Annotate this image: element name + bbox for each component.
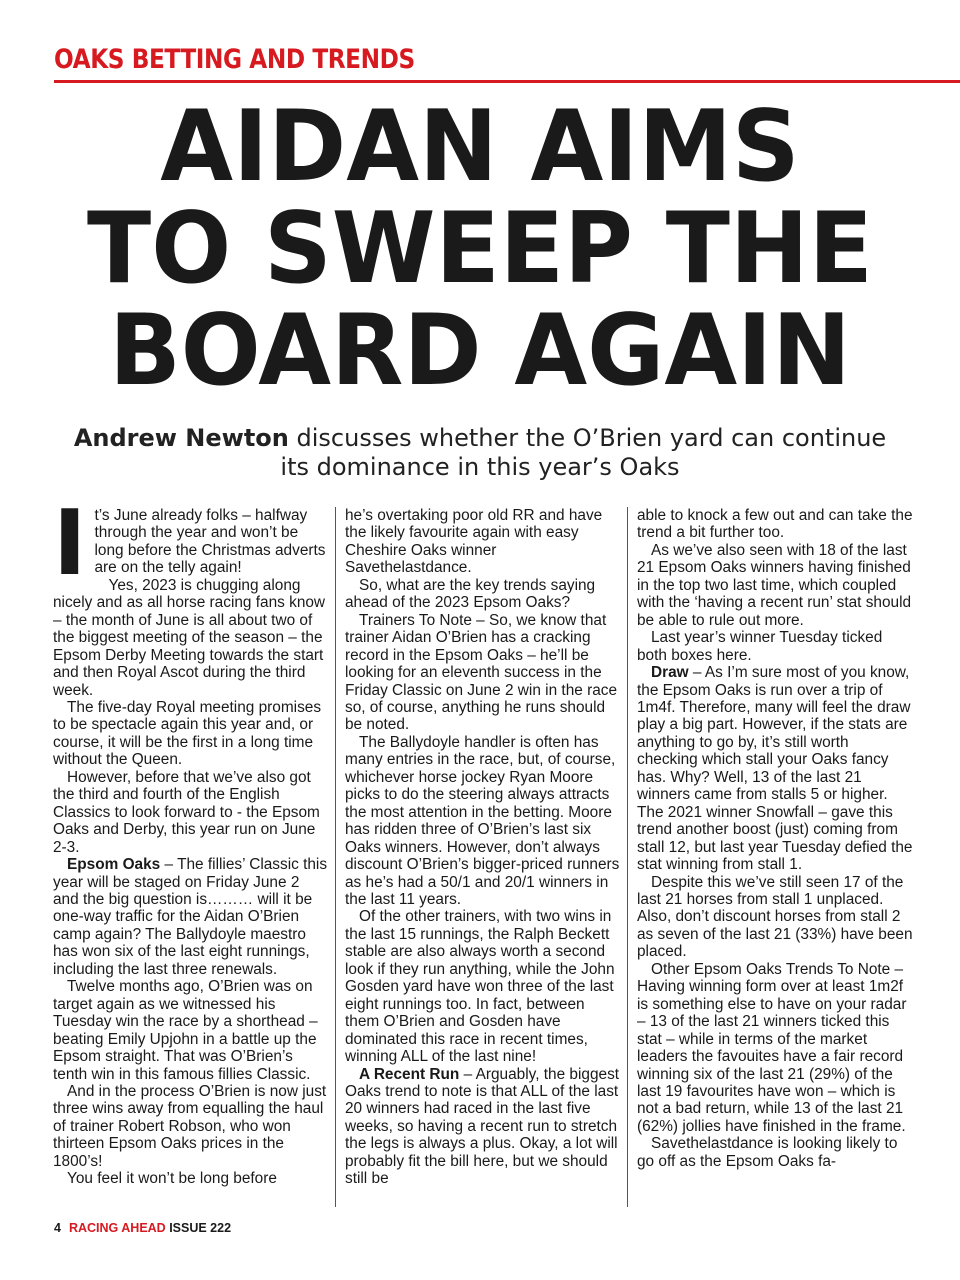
headline	[0, 90, 960, 408]
column-divider	[335, 507, 336, 1207]
paragraph: So, what are the key trends saying ahead of the 2023 Epsom Oaks?	[345, 576, 596, 612]
paragraph: And in the process O’Brien is now just three wins away from equalling the haul of trainer Robert Robson, who won thirteen Epsom Oaks prices in the 1800’s!	[53, 1082, 327, 1170]
paragraph: The Ballydoyle handler is often has many entries in the race, but, of course, whichever horse jockey Ryan Moore picks to do the steering always attracts the most attention in the betting. Moore has ridden three of O’Brien’s last six Oaks winners. However, don’t always discount O’Brien’s bigger-priced runners as he’s had a 50/1 and 20/1 winners in the last 11 years.	[345, 733, 620, 908]
paragraph: Trainers To Note – So, we know that trainer Aidan O’Brien has a cracking record in the Epsom Oaks – he’ll be looking for an eleventh success in the Friday Classic on June 2 win in the race so, of course, anything he runs should be noted.	[345, 611, 618, 734]
page-number: 4	[54, 1221, 61, 1235]
paragraph: Despite this we’ve still seen 17 of the last 21 horses from stall 1 unplaced. Also, don’t discount horses from stall 2 as seven of the last 21 (33%) have been placed.	[637, 873, 913, 961]
paragraph: Yes, 2023 is chugging along nicely and as all horse racing fans know – the month of June is all about two of the biggest meeting of the season – the Epsom Derby Meeting towards the start and then Royal Ascot during the third week.	[53, 576, 326, 699]
standfirst-text: discusses whether the O’Brien yard can continue its dominance in this year’s Oaks	[280, 424, 887, 481]
paragraph	[637, 664, 913, 873]
issue-number: ISSUE 222	[165, 1221, 232, 1235]
column-divider	[627, 507, 628, 1207]
article-column-1	[53, 507, 329, 1207]
paragraph: able to knock a few out and can take the trend a bit further too.	[637, 507, 913, 542]
subheading: Draw	[651, 664, 689, 682]
drop-cap: I	[53, 507, 87, 596]
paragraph: However, before that we’ve also got the third and fourth of the English Classics to look forward to - the Epsom Oaks and Derby, this year run on June 2-3.	[53, 768, 320, 856]
paragraph: he’s overtaking poor old RR and have the likely favourite again with easy Cheshire Oaks winner Savethelastdance.	[345, 507, 603, 577]
paragraph-text: – Arguably, the biggest Oaks trend to note is that ALL of the last 20 winners had raced in the last five weeks, so having a recent run to stretch the legs is always a plus. Okay, a lot will probably fit the bill here, but we should still be	[345, 1065, 620, 1188]
headline-line-1: AIDAN AIMS	[160, 90, 800, 204]
paragraph	[53, 856, 329, 978]
article-column-3	[637, 507, 913, 1207]
paragraph: Of the other trainers, with two wins in the last 15 runnings, the Ralph Beckett stable are also always worth a second look if they run anything, while the John Gosden yard have won three of the last eight runnings too. In fact, between them O’Brien and Gosden have dominated this race in recent times, winning ALL of the last nine!	[345, 908, 615, 1066]
paragraph	[345, 1066, 621, 1188]
paragraph-text: – The fillies’ Classic this year will be staged on Friday June 2 and the big question is……… will it be one-way traffic for the Aidan O’Brien camp again? The Ballydoyle maestro has won six of the last eight runnings, including the last three renewals.	[53, 856, 328, 978]
author-name: Andrew Newton	[73, 424, 289, 452]
headline-line-3: BOARD AGAIN	[109, 294, 851, 408]
paragraph: Other Epsom Oaks Trends To Note – Having winning form over at least 1m2f is something else to have on your radar – 13 of the last 21 winners ticked this stat – while in terms of the market leaders the favouites have a fair record winning six of the last 21 (29%) of the last 19 favourites have won – which is not a bad return, while 13 of the last 21 (62%) jollies have finished in the frame.	[637, 960, 907, 1135]
paragraph: As we’ve also seen with 18 of the last 21 Epsom Oaks winners having finished in the top two last time, which coupled with the ‘having a recent run’ stat should be able to rule out more.	[637, 541, 912, 629]
paragraph: Savethelastdance is looking likely to go off as the Epsom Oaks fa-	[637, 1135, 898, 1170]
section-divider	[54, 80, 960, 83]
paragraph-text: t’s June already folks – halfway through the year and won’t be long before the Christmas adverts are on the telly again!	[94, 507, 326, 577]
paragraph: Last year’s winner Tuesday ticked both boxes here.	[637, 629, 883, 664]
paragraph: The five-day Royal meeting promises to be spectacle again this year and, or course, it will be the first in a long time without the Queen.	[53, 698, 322, 769]
paragraph: You feel it won’t be long before	[67, 1170, 277, 1188]
article-column-2	[345, 507, 621, 1207]
publication-name: RACING AHEAD	[68, 1221, 166, 1235]
paragraph-text: – As I’m sure most of you know, the Epsom Oaks is run over a trip of 1m4f. Therefore, many will feel the draw play a big part. However, if the stats are anything to go by, it’s still worth checking which stall your Oaks fancy has. Why? Well, 13 of the last 21 winners came from stalls 5 or higher. The 2021 winner Snowfall – gave this trend another boost (just) coming from stall 12, but last year Tuesday defied the stat winning from stall 1.	[637, 664, 913, 874]
paragraph	[53, 507, 329, 596]
subheading: Epsom Oaks	[67, 856, 161, 874]
section-label: OAKS BETTING AND TRENDS	[54, 44, 415, 75]
subheading: A Recent Run	[359, 1065, 460, 1083]
standfirst	[60, 424, 900, 482]
page-footer	[54, 1221, 231, 1235]
headline-line-2: TO SWEEP THE	[87, 192, 873, 306]
paragraph: Twelve months ago, O’Brien was on target again as we witnessed his Tuesday win the race by a shorthead – beating Emily Upjohn in a battle up the Epsom straight. That was O’Brien’s tenth win in this famous fillies Classic.	[53, 978, 318, 1083]
